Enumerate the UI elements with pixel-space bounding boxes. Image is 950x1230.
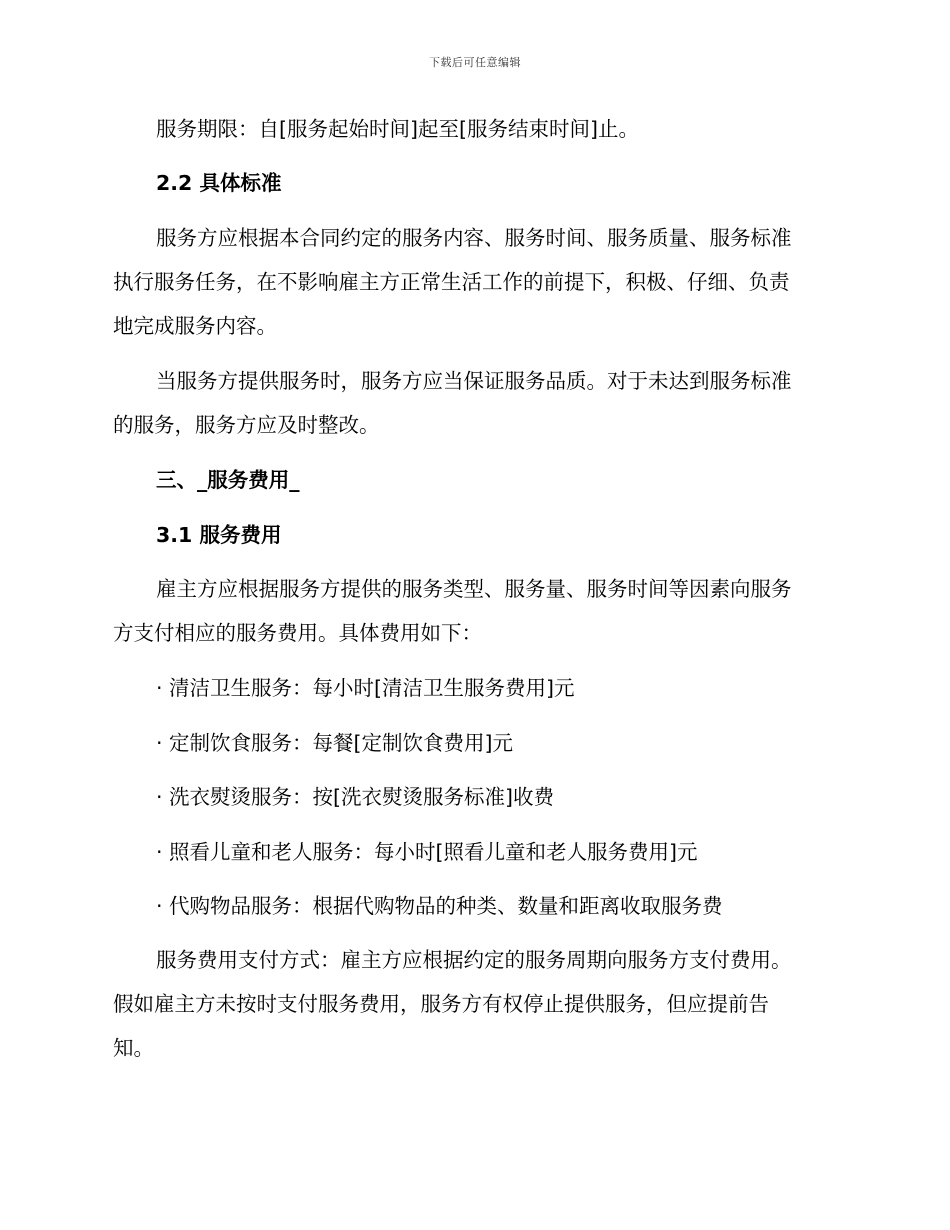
section-heading-2-2: 2.2 具体标准 [156, 171, 282, 195]
standard-paragraph-line-1: 服务方应根据本合同约定的服务内容、服务时间、服务质量、服务标准 [156, 226, 792, 250]
standard-paragraph-line-2: 执行服务任务，在不影响雇主方正常生活工作的前提下，积极、仔细、负责 [113, 270, 790, 294]
fee-item-cleaning: · 清洁卫生服务：每小时[清洁卫生服务费用]元 [156, 676, 575, 700]
quality-paragraph-line-2: 的服务，服务方应及时整改。 [113, 413, 380, 437]
standard-paragraph-line-3: 地完成服务内容。 [113, 314, 277, 338]
fee-item-meals: · 定制饮食服务：每餐[定制饮食费用]元 [156, 731, 514, 755]
section-heading-3-1: 3.1 服务费用 [156, 523, 282, 547]
fee-paragraph-line-1: 雇主方应根据服务方提供的服务类型、服务量、服务时间等因素向服务 [156, 577, 792, 601]
section-heading-3: 三、_服务费用_ [156, 468, 300, 492]
fee-item-childcare-eldercare: · 照看儿童和老人服务：每小时[照看儿童和老人服务费用]元 [156, 840, 698, 864]
fee-paragraph-line-2: 方支付相应的服务费用。具体费用如下： [113, 621, 482, 645]
fee-item-shopping: · 代购物品服务：根据代购物品的种类、数量和距离收取服务费 [156, 894, 723, 918]
payment-paragraph-line-2: 假如雇主方未按时支付服务费用，服务方有权停止提供服务，但应提前告 [113, 992, 769, 1016]
payment-paragraph-line-3: 知。 [113, 1036, 154, 1060]
payment-paragraph-line-1: 服务费用支付方式：雇主方应根据约定的服务周期向服务方支付费用。 [156, 948, 792, 972]
quality-paragraph-line-1: 当服务方提供服务时，服务方应当保证服务品质。对于未达到服务标准 [156, 369, 792, 393]
service-period-paragraph: 服务期限：自[服务起始时间]起至[服务结束时间]止。 [156, 117, 639, 141]
fee-item-laundry: · 洗衣熨烫服务：按[洗衣熨烫服务标准]收费 [156, 785, 555, 809]
header-note: 下载后可任意编辑 [429, 56, 521, 69]
